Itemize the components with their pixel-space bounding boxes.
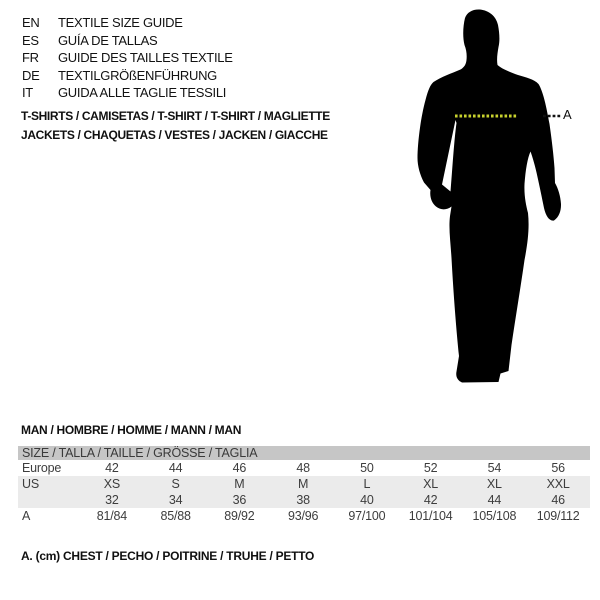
cell: XL	[399, 476, 463, 492]
cell: 56	[551, 461, 565, 475]
cell: 32	[80, 492, 144, 508]
language-code: EN	[22, 15, 40, 30]
cell: 50	[360, 461, 374, 475]
size-table	[18, 446, 590, 524]
language-code: IT	[22, 85, 33, 100]
language-code: DE	[22, 67, 40, 83]
language-code: FR	[22, 50, 39, 65]
size-table-header: SIZE / TALLA / TAILLE / GRÖSSE / TAGLIA	[18, 446, 590, 460]
cell: 44	[463, 492, 527, 508]
table-row-us	[18, 476, 590, 492]
cell: L	[335, 476, 399, 492]
row-label: A	[22, 509, 31, 523]
row-label: Europe	[22, 461, 62, 475]
cell: 93/96	[287, 509, 319, 523]
cell: 46	[526, 492, 590, 508]
cell: 101/104	[408, 509, 453, 523]
cell: 97/100	[348, 509, 386, 523]
language-title: GUIDE DES TAILLES TEXTILE	[58, 50, 233, 65]
cell: M	[271, 476, 335, 492]
cell: 105/108	[472, 509, 517, 523]
cell: 81/84	[96, 509, 128, 523]
man-silhouette-body	[418, 9, 562, 382]
cell: 54	[487, 461, 502, 475]
cell: 42	[105, 461, 119, 475]
cell: 89/92	[224, 509, 255, 523]
category-lines	[21, 107, 330, 145]
category-line-jackets: JACKETS / CHAQUETAS / VESTES / JACKEN / GIACCHE	[21, 128, 328, 142]
language-title: TEXTILGRÖßENFÜHRUNG	[58, 67, 217, 83]
table-row-numeric	[18, 492, 590, 508]
language-title: GUIDA ALLE TAGLIE TESSILI	[58, 85, 227, 100]
language-row	[22, 32, 233, 50]
cell: 52	[423, 461, 438, 475]
man-silhouette-icon	[405, 0, 575, 400]
language-row	[22, 84, 233, 102]
measure-label-a: A	[563, 107, 572, 122]
section-title-man: MAN / HOMBRE / HOMME / MANN / MAN	[21, 423, 242, 437]
cell: 42	[399, 492, 463, 508]
man-silhouette-figure	[405, 0, 575, 400]
cell: M	[208, 476, 272, 492]
cell: XXL	[526, 476, 590, 492]
row-label: US	[18, 476, 80, 492]
cell: XL	[463, 476, 527, 492]
language-row	[22, 67, 233, 85]
cell: 40	[335, 492, 399, 508]
table-row-europe	[18, 460, 590, 476]
language-title: TEXTILE SIZE GUIDE	[58, 15, 183, 30]
cell: 36	[208, 492, 272, 508]
category-line-tshirts: T-SHIRTS / CAMISETAS / T-SHIRT / T-SHIRT / MAGLIETTE	[21, 109, 330, 123]
cell: 38	[271, 492, 335, 508]
cell: 109/112	[536, 509, 580, 523]
language-title: GUÍA DE TALLAS	[58, 32, 158, 48]
language-row	[22, 14, 233, 32]
language-code: ES	[22, 32, 39, 48]
cell: 34	[144, 492, 208, 508]
table-row-a-chest	[18, 508, 590, 524]
language-list	[22, 14, 233, 102]
cell: 48	[296, 461, 310, 475]
cell: XS	[80, 476, 144, 492]
cell: 44	[168, 461, 183, 475]
cell: S	[144, 476, 208, 492]
cell: 85/88	[160, 509, 191, 523]
measurement-footnote: A. (cm) CHEST / PECHO / POITRINE / TRUHE / PETTO	[21, 549, 315, 563]
cell: 46	[232, 461, 247, 475]
language-row	[22, 49, 233, 67]
size-table-header-row	[18, 446, 590, 460]
row-label	[18, 492, 80, 508]
